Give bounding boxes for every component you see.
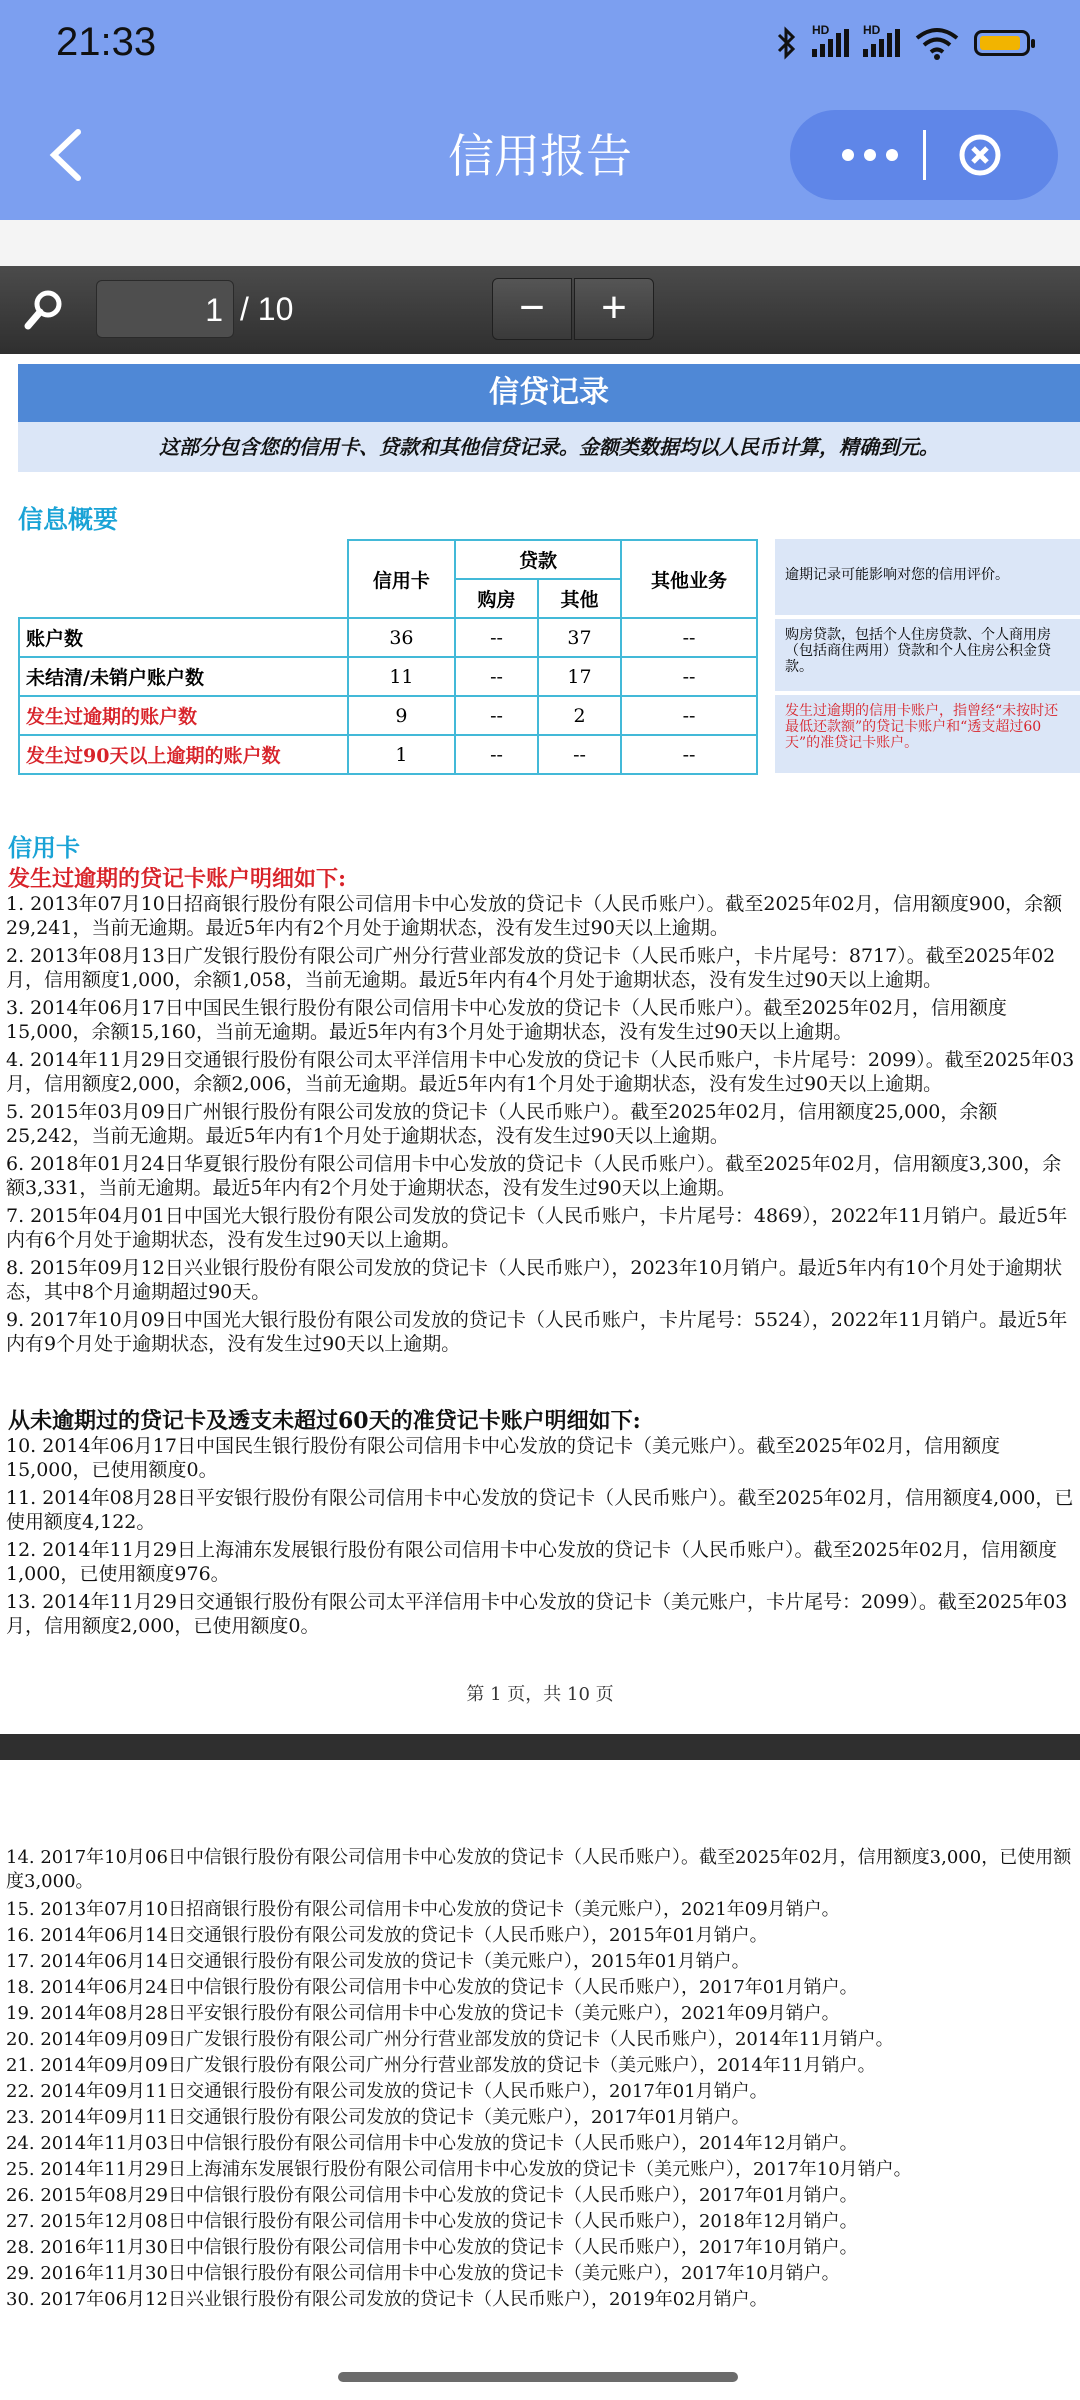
list-item: 16. 2014年06月14日交通银行股份有限公司发放的贷记卡（人民币账户），2015年01月销户。 bbox=[6, 1925, 768, 1946]
list-item: 26. 2015年08月29日中信银行股份有限公司信用卡中心发放的贷记卡（人民币账户），2017年01月销户。 bbox=[6, 2185, 858, 2206]
pdf-page-1 bbox=[0, 354, 1080, 1734]
list-item: 22. 2014年09月11日交通银行股份有限公司发放的贷记卡（人民币账户），2017年01月销户。 bbox=[6, 2081, 768, 2102]
list-item: 1. 2013年07月10日招商银行股份有限公司信用卡中心发放的贷记卡（人民币账户）。截至2025年02月，信用额度900，余额29,241，当前无逾期。最近5年内有2个月处于逾期状态，没有发生过90天以上逾期。 bbox=[6, 893, 1063, 939]
battery-icon bbox=[974, 30, 1030, 56]
status-icons bbox=[776, 23, 1030, 60]
home-indicator[interactable] bbox=[338, 2372, 738, 2382]
signal-icon-2: HD bbox=[863, 29, 900, 57]
overdue-list bbox=[6, 892, 1080, 1360]
status-bar bbox=[0, 0, 1080, 90]
note-housing: 购房贷款，包括个人住房贷款、个人商用房（包括商住两用）贷款和个人住房公积金贷款。 bbox=[775, 619, 1080, 691]
list-item: 7. 2015年04月01日中国光大银行股份有限公司发放的贷记卡（人民币账户，卡片尾号：4869），2022年11月销户。最近5年内有6个月处于逾期状态，没有发生过90天以上逾期。 bbox=[6, 1205, 1068, 1251]
note-overdue-definition: 发生过逾期的信用卡账户，指曾经“未按时还最低还款额”的贷记卡账户和“透支超过60天”的准贷记卡账户。 bbox=[775, 695, 1080, 773]
list-item: 15. 2013年07月10日招商银行股份有限公司信用卡中心发放的贷记卡（美元账户），2021年09月销户。 bbox=[6, 1899, 840, 1920]
zoom-in-button[interactable]: + bbox=[574, 278, 654, 340]
search-icon[interactable] bbox=[20, 286, 68, 334]
overview-heading: 信息概要 bbox=[18, 505, 119, 534]
list-item: 24. 2014年11月03日中信银行股份有限公司信用卡中心发放的贷记卡（人民币账户），2014年12月销户。 bbox=[6, 2133, 858, 2154]
list-item: 10. 2014年06月17日中国民生银行股份有限公司信用卡中心发放的贷记卡（美元账户）。截至2025年02月，信用额度15,000，已使用额度0。 bbox=[6, 1435, 1000, 1481]
list-item: 18. 2014年06月24日中信银行股份有限公司信用卡中心发放的贷记卡（人民币账户），2017年01月销户。 bbox=[6, 1977, 858, 1998]
list-item: 28. 2016年11月30日中信银行股份有限公司信用卡中心发放的贷记卡（人民币账户），2017年10月销户。 bbox=[6, 2237, 858, 2258]
col-loan: 贷款 bbox=[455, 540, 621, 579]
section-title: 信贷记录 bbox=[18, 364, 1080, 422]
viewer-gap bbox=[0, 220, 1080, 266]
pdf-toolbar bbox=[0, 266, 1080, 354]
list-item: 19. 2014年08月28日平安银行股份有限公司信用卡中心发放的贷记卡（美元账户），2021年09月销户。 bbox=[6, 2003, 840, 2024]
list-item: 5. 2015年03月09日广州银行股份有限公司发放的贷记卡（人民币账户）。截至2025年02月，信用额度25,000，余额25,242，当前无逾期。最近5年内有1个月处于逾期状态，没有发生过90天以上逾期。 bbox=[6, 1101, 998, 1147]
list-item: 2. 2013年08月13日广发银行股份有限公司广州分行营业部发放的贷记卡（人民币账户，卡片尾号：8717）。截至2025年02月，信用额度1,000，余额1,058，当前无逾期。最近5年内有4个月处于逾期状态，没有发生过90天以上逾期。 bbox=[6, 945, 1056, 991]
zoom-out-button[interactable]: − bbox=[492, 278, 572, 340]
wifi-icon bbox=[914, 26, 960, 60]
list-item: 17. 2014年06月14日交通银行股份有限公司发放的贷记卡（美元账户），2015年01月销户。 bbox=[6, 1951, 750, 1972]
credit-card-heading: 信用卡 bbox=[8, 834, 80, 862]
list-item: 3. 2014年06月17日中国民生银行股份有限公司信用卡中心发放的贷记卡（人民币账户）。截至2025年02月，信用额度15,000，余额15,160，当前无逾期。最近5年内有3个月处于逾期状态，没有发生过90天以上逾期。 bbox=[6, 997, 1007, 1043]
page-footer: 第 1 页，共 10 页 bbox=[466, 1684, 614, 1705]
list-item: 29. 2016年11月30日中信银行股份有限公司信用卡中心发放的贷记卡（美元账户），2017年10月销户。 bbox=[6, 2263, 840, 2284]
list-item: 9. 2017年10月09日中国光大银行股份有限公司发放的贷记卡（人民币账户，卡片尾号：5524），2022年11月销户。最近5年内有9个月处于逾期状态，没有发生过90天以上逾期。 bbox=[6, 1309, 1068, 1355]
table-corner bbox=[19, 540, 348, 618]
list-item: 30. 2017年06月12日兴业银行股份有限公司发放的贷记卡（人民币账户），2019年02月销户。 bbox=[6, 2289, 768, 2310]
page-title: 信用报告 bbox=[448, 130, 632, 182]
col-other-business: 其他业务 bbox=[621, 540, 757, 618]
list-item: 11. 2014年08月28日平安银行股份有限公司信用卡中心发放的贷记卡（人民币账户）。截至2025年02月，信用额度4,000，已使用额度4,122。 bbox=[6, 1487, 1074, 1533]
note-overdue: 逾期记录可能影响对您的信用评价。 bbox=[775, 539, 1080, 615]
list-item: 8. 2015年09月12日兴业银行股份有限公司发放的贷记卡（人民币账户），2023年10月销户。最近5年内有10个月处于逾期状态，其中8个月逾期超过90天。 bbox=[6, 1257, 1063, 1303]
account-list bbox=[6, 1846, 1080, 2314]
col-housing: 购房 bbox=[455, 579, 538, 618]
col-credit-card: 信用卡 bbox=[348, 540, 455, 618]
list-item: 20. 2014年09月09日广发银行股份有限公司广州分行营业部发放的贷记卡（人民币账户），2014年11月销户。 bbox=[6, 2029, 894, 2050]
overview-table bbox=[18, 539, 758, 775]
list-item: 6. 2018年01月24日华夏银行股份有限公司信用卡中心发放的贷记卡（人民币账户）。截至2025年02月，信用额度3,300，余额3,331，当前无逾期。最近5年内有2个月处于逾期状态，没有发生过90天以上逾期。 bbox=[6, 1153, 1062, 1199]
page-number-input[interactable]: 1 bbox=[96, 280, 234, 338]
normal-list bbox=[6, 1434, 1080, 1642]
close-icon[interactable] bbox=[950, 130, 1010, 180]
list-item: 23. 2014年09月11日交通银行股份有限公司发放的贷记卡（美元账户），2017年01月销户。 bbox=[6, 2107, 750, 2128]
overview-notes bbox=[775, 539, 1080, 777]
list-item: 27. 2015年12月08日中信银行股份有限公司信用卡中心发放的贷记卡（人民币账户），2018年12月销户。 bbox=[6, 2211, 858, 2232]
table-row: 未结清/未销户账户数 11 -- 17 -- bbox=[19, 657, 757, 696]
normal-heading: 从未逾期过的贷记卡及透支未超过60天的准贷记卡账户明细如下: bbox=[8, 1408, 641, 1434]
bluetooth-icon bbox=[776, 26, 798, 60]
table-row: 发生过90天以上逾期的账户数 1 -- -- -- bbox=[19, 735, 757, 774]
list-item: 14. 2017年10月06日中信银行股份有限公司信用卡中心发放的贷记卡（人民币账户）。截至2025年02月，信用额度3,000，已使用额度3,000。 bbox=[6, 1847, 1072, 1892]
list-item: 12. 2014年11月29日上海浦东发展银行股份有限公司信用卡中心发放的贷记卡（人民币账户）。截至2025年02月，信用额度1,000，已使用额度976。 bbox=[6, 1539, 1057, 1585]
pdf-page-2 bbox=[0, 1760, 1080, 2400]
list-item: 25. 2014年11月29日上海浦东发展银行股份有限公司信用卡中心发放的贷记卡（美元账户），2017年10月销户。 bbox=[6, 2159, 912, 2180]
list-item: 4. 2014年11月29日交通银行股份有限公司太平洋信用卡中心发放的贷记卡（人民币账户，卡片尾号：2099）。截至2025年03月，信用额度2,000，余额2,006，当前无逾期。最近5年内有1个月处于逾期状态，没有发生过90天以上逾期。 bbox=[6, 1049, 1075, 1095]
section-description: 这部分包含您的信用卡、贷款和其他信贷记录。金额类数据均以人民币计算，精确到元。 bbox=[18, 422, 1080, 472]
col-other: 其他 bbox=[538, 579, 621, 618]
clock: 21:33 bbox=[56, 20, 157, 64]
more-icon[interactable] bbox=[830, 132, 910, 178]
list-item: 21. 2014年09月09日广发银行股份有限公司广州分行营业部发放的贷记卡（美元账户），2014年11月销户。 bbox=[6, 2055, 876, 2076]
list-item: 13. 2014年11月29日交通银行股份有限公司太平洋信用卡中心发放的贷记卡（美元账户，卡片尾号：2099）。截至2025年03月，信用额度2,000，已使用额度0。 bbox=[6, 1591, 1068, 1637]
signal-icon-1: HD bbox=[812, 29, 849, 57]
table-row: 账户数 36 -- 37 -- bbox=[19, 618, 757, 657]
table-row: 发生过逾期的账户数 9 -- 2 -- bbox=[19, 696, 757, 735]
capsule-divider bbox=[923, 130, 926, 180]
app-header bbox=[0, 90, 1080, 220]
overdue-heading: 发生过逾期的贷记卡账户明细如下: bbox=[8, 866, 347, 892]
page-separator bbox=[0, 1734, 1080, 1760]
page-total: / 10 bbox=[240, 291, 294, 327]
mini-program-capsule bbox=[790, 110, 1058, 200]
